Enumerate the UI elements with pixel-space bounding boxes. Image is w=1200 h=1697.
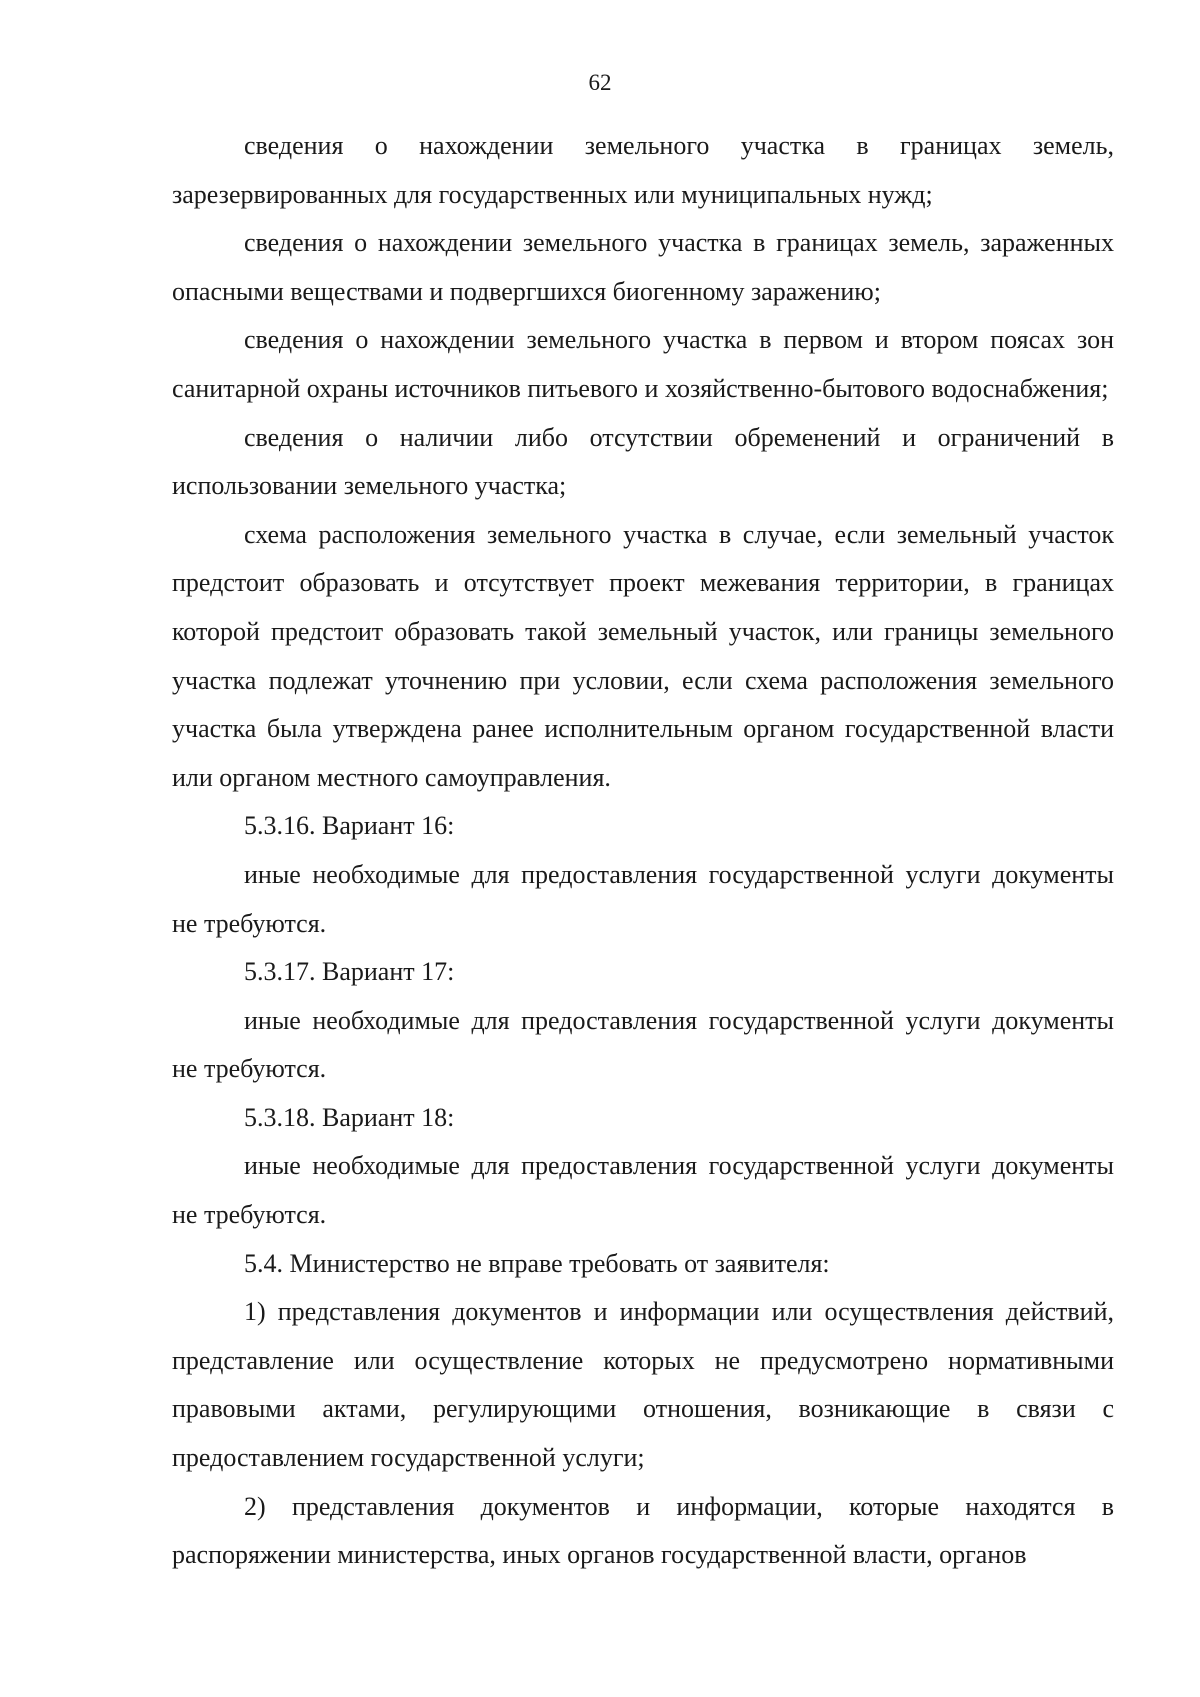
paragraph-reserved-lands: сведения о нахождении земельного участка в границах земель, зарезервированных для государственных или муниципальных нужд;	[172, 131, 1114, 209]
paragraph-variant-17: иные необходимые для предоставления государственной услуги документы не требуются.	[172, 1005, 1114, 1084]
heading-variant-18: 5.3.18. Вариант 18:	[244, 1102, 455, 1132]
document-body	[172, 122, 1114, 1580]
paragraph-sanitary-zones: сведения о нахождении земельного участка в первом и втором поясах зон санитарной охраны источников питьевого и хозяйственно-бытового водоснабжения;	[172, 325, 1114, 403]
heading-section-5-4: 5.4. Министерство не вправе требовать от заявителя:	[244, 1248, 830, 1278]
heading-variant-17: 5.3.17. Вариант 17:	[244, 957, 455, 987]
list-item-1: 1) представления документов и информации или осуществления действий, представление или осуществление которых не предусмотрено нормативными правовыми актами, регулирующими отношения, возникающие в связи с предоставлением государственной услуги;	[172, 1297, 1114, 1473]
paragraph-contaminated-lands: сведения о нахождении земельного участка в границах земель, зараженных опасными веществами и подвергшихся биогенному заражению;	[172, 228, 1114, 306]
paragraph-layout-scheme: схема расположения земельного участка в случае, если земельный участок предстоит образовать и отсутствует проект межевания территории, в границах которой предстоит образовать такой земельный участок, или границы земельного участка подлежат уточнению при условии, если схема расположения земельного участка была утверждена ранее исполнительным органом государственной власти или органом местного самоуправления.	[172, 519, 1114, 792]
paragraph-variant-18: иные необходимые для предоставления государственной услуги документы не требуются.	[172, 1151, 1114, 1230]
page-number: 62	[588, 70, 612, 95]
heading-variant-16: 5.3.16. Вариант 16:	[244, 811, 455, 841]
list-item-2: 2) представления документов и информации, которые находятся в распоряжении министерства, иных органов государственной власти, органов	[172, 1491, 1114, 1570]
paragraph-encumbrances: сведения о наличии либо отсутствии обременений и ограничений в использовании земельного участка;	[172, 422, 1114, 501]
paragraph-variant-16: иные необходимые для предоставления государственной услуги документы не требуются.	[172, 859, 1114, 938]
